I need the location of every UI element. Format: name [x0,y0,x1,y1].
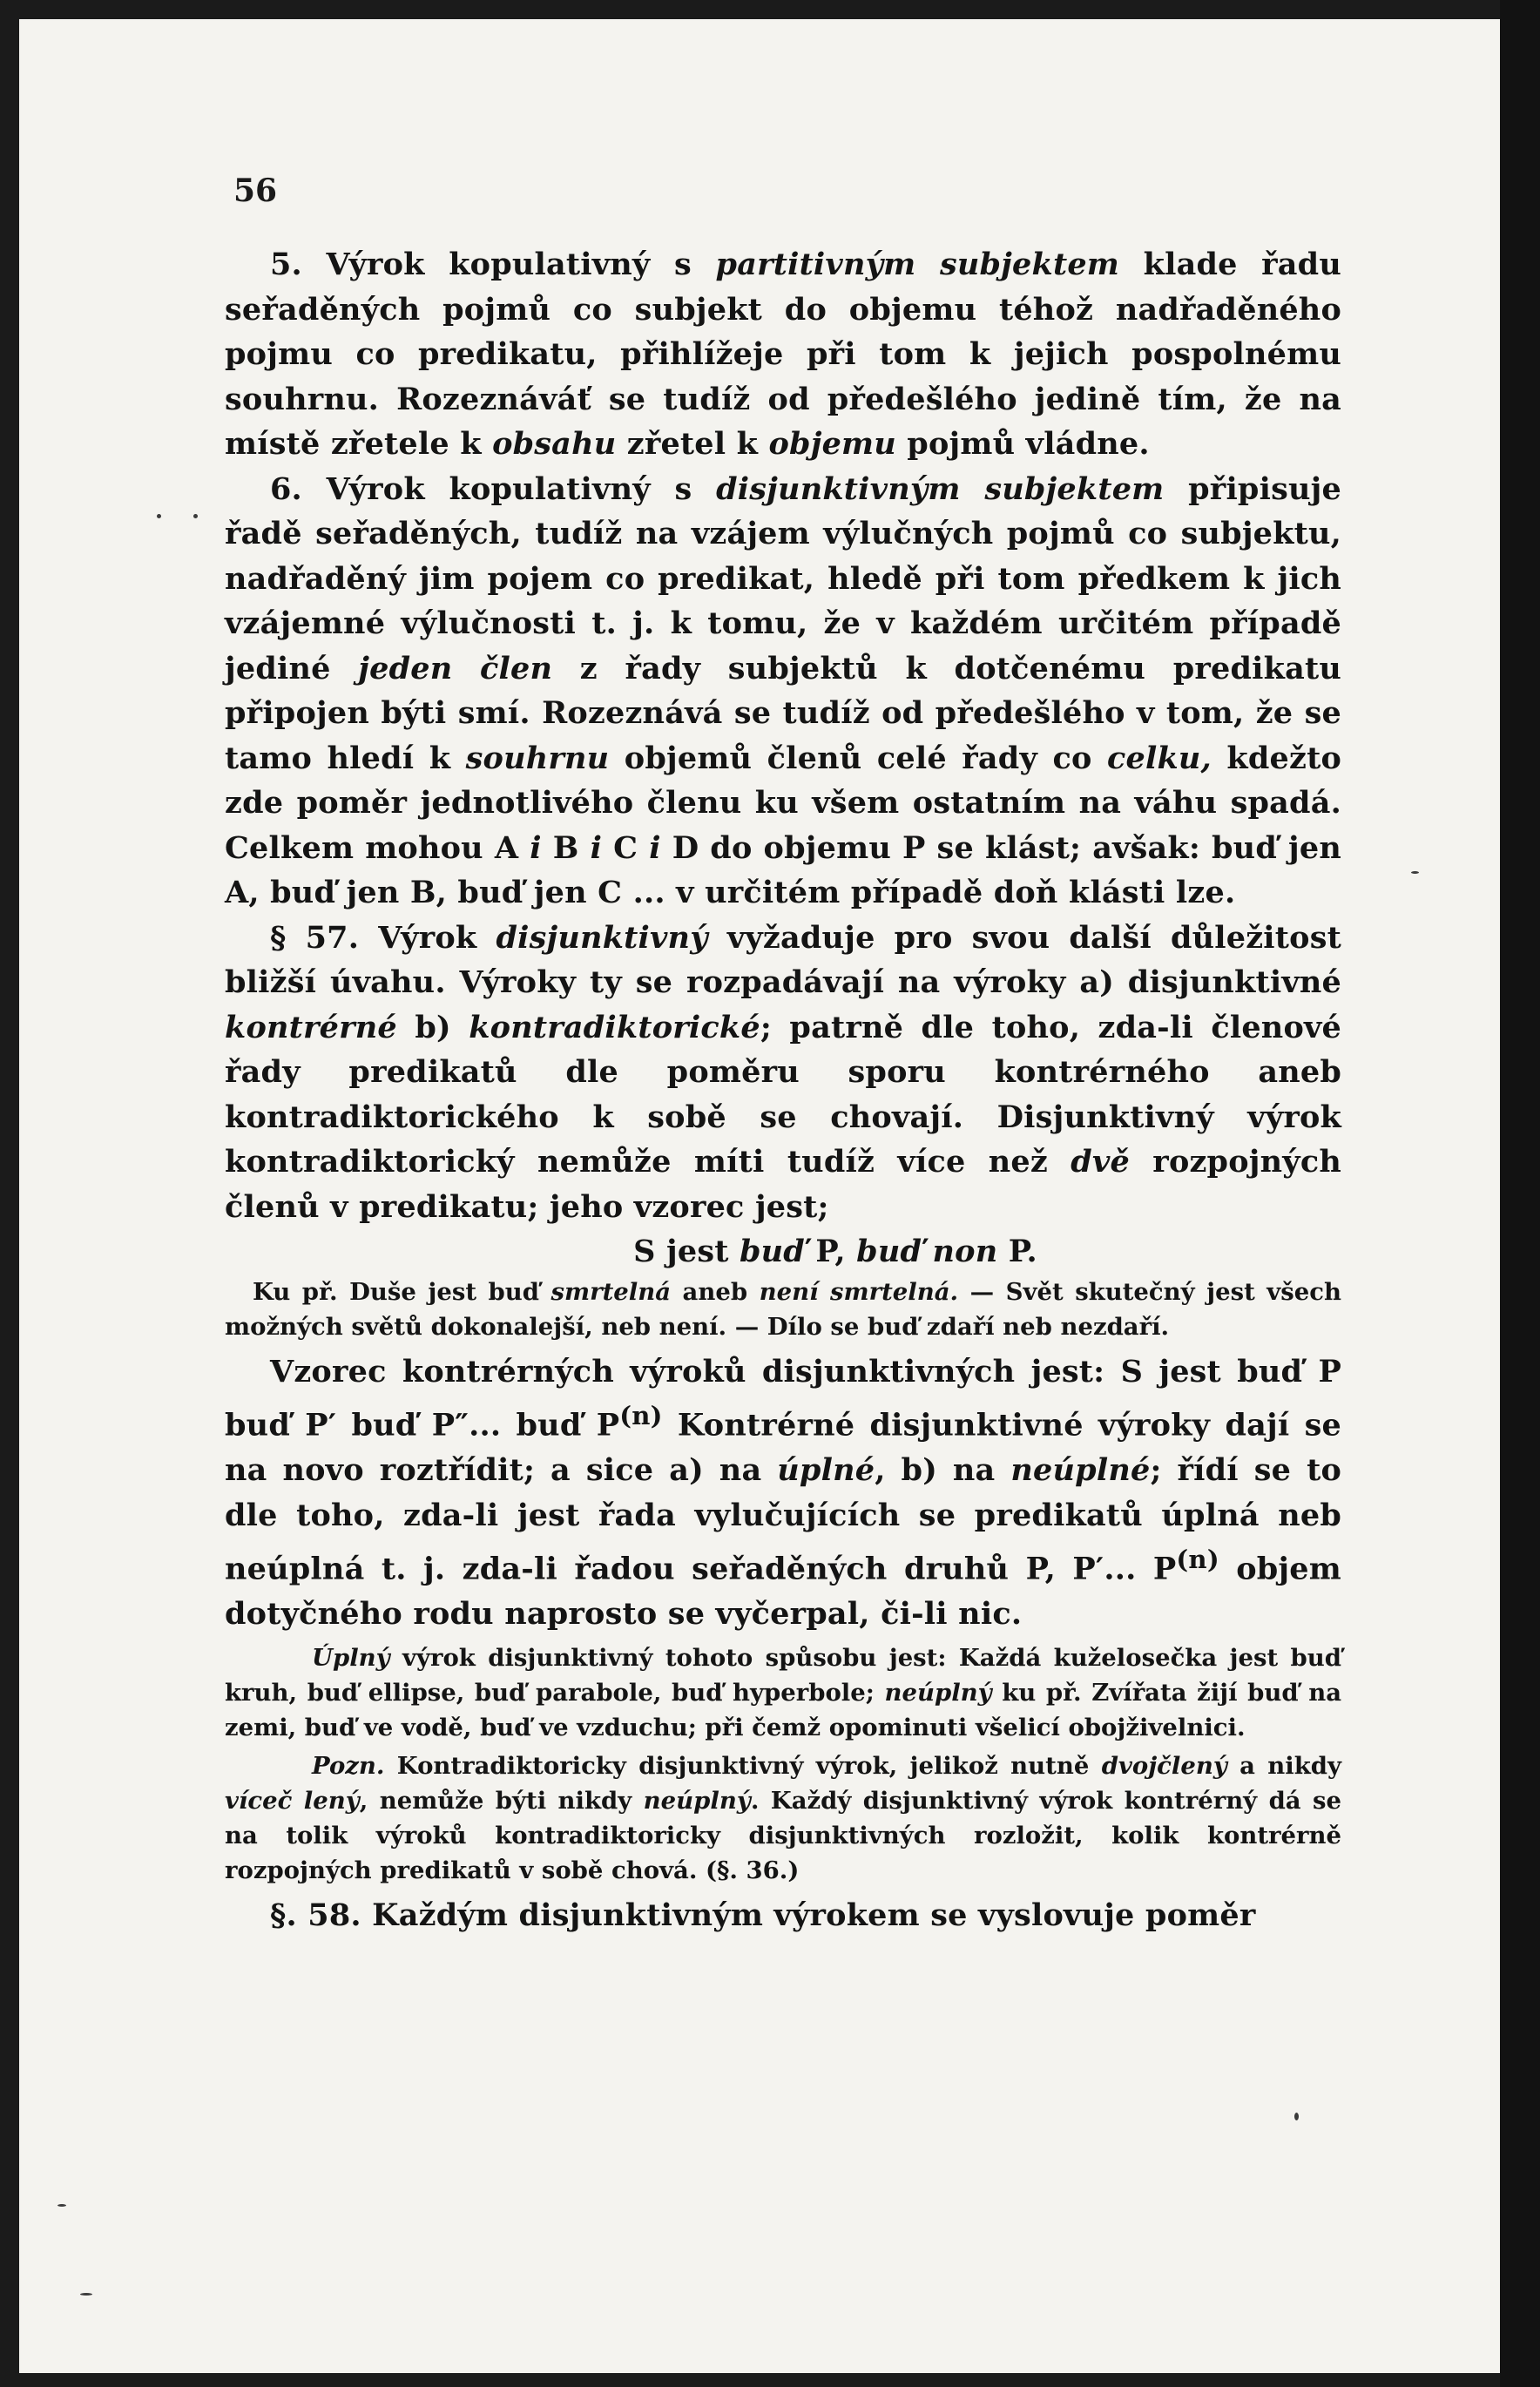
example-contradictory: Ku př. Duše jest buď smrtelná aneb není smrtelná. — Svět skutečný jest všech možných světů dokonalejší, neb není. — Dílo se buď zdaří neb nezdaří. [225,1277,1341,1341]
specks-mark [157,514,161,518]
specks-mark [1294,2113,1299,2120]
section-57-paragraph: § 57. Výrok disjunktivný vyžaduje pro svou další důležitost bližší úvahu. Výroky ty se rozpadávají na výroky a) disjunktivné kontrérné b) kontradiktorické; patrně dle toho, zda-li členové řady predikatů dle poměru sporu kontrérného aneb kontradiktorického k sobě se chovají. Disjunktivný výrok kontradiktorický nemůže míti tudíž více než dvě rozpojných členů v predikatu; jeho vzorec jest; [225,919,1341,1225]
specks-mark [193,514,198,518]
page-number: 56 [233,172,278,209]
note-paragraph: Pozn. Kontradiktoricky disjunktivný výrok, jelikož nutně dvojčlený a nikdy víceč lený, nemůže býti nikdy neúplný. Každý disjunktivný výrok kontrérný dá se na tolik výroků kontradiktoricky disjunktivných rozložit, kolik kontrérně rozpojných predikatů v sobě chová. (§. 36.) [225,1751,1342,1884]
scan-edge [1500,0,1540,2387]
paragraph-5: 5. Výrok kopulativný s partitivným subjektem klade řadu seřaděných pojmů co subjekt do objemu téhož nadřaděného pojmu co predikatu, přihlížeje při tom k jejich pospolnému souhrnu. Rozeznáváť se tudíž od předešlého jedině tím, že na místě zřetele k obsahu zřetel k objemu pojmů vládne. [225,247,1341,462]
paragraph-6: 6. Výrok kopulativný s disjunktivným subjektem připisuje řadě seřaděných, tudíž na vzájem výlučných pojmů co subjektu, nadřaděný jim pojem co predikat, hledě při tom předkem k jich vzájemné výlučnosti t. j. k tomu, že v každém určitém případě jediné jeden člen z řady subjektů k dotčenému predikatu připojen býti smí. Rozeznává se tudíž od předešlého v tom, že se tamo hledí k souhrnu objemů členů celé řady co celku, kdežto zde poměr jednotlivého členu ku všem ostatním na váhu spadá. Celkem mohou A i B i C i D do objemu P se klást; avšak: buď jen A, buď jen B, buď jen C ... v určitém případě doň klásti lze. [225,470,1341,910]
specks-mark [57,2204,66,2207]
page-text [225,242,1341,1937]
formula-contradictory: S jest buď P, buď non P. [633,1234,1037,1269]
specks-mark [80,2293,92,2296]
paragraph-contrary-formula: Vzorec kontrérných výroků disjunktivných jest: S jest buď P buď P′ buď P″... buď $P^{(n)}$ Kontrérné disjunktivné výroky dají se na novo roztřídit; a sice a) na úplné, b) na neúplné; řídí se to dle toho, zda-li jest řada vylučujících se predikatů úplná neb neúplná t. j. zda-li řadou seřaděných druhů P, P′... $P^{(n)}$ objem dotyčného rodu naprosto se vyčerpal, či-li nic. [225,1353,1341,1633]
example-complete-incomplete: Úplný výrok disjunktivný tohoto spůsobu jest: Každá kuželosečka jest buď kruh, buď ellipse, buď parabole, buď hyperbole; neúplný ku př. Zvířata žijí buď na zemi, buď ve vodě, buď ve vzduchu; při čemž opominuti všelicí obojživelnici. [225,1643,1342,1741]
specks-mark [1411,871,1419,874]
section-58-paragraph: §. 58. Každým disjunktivným výrokem se vyslovuje poměr [270,1897,1256,1933]
